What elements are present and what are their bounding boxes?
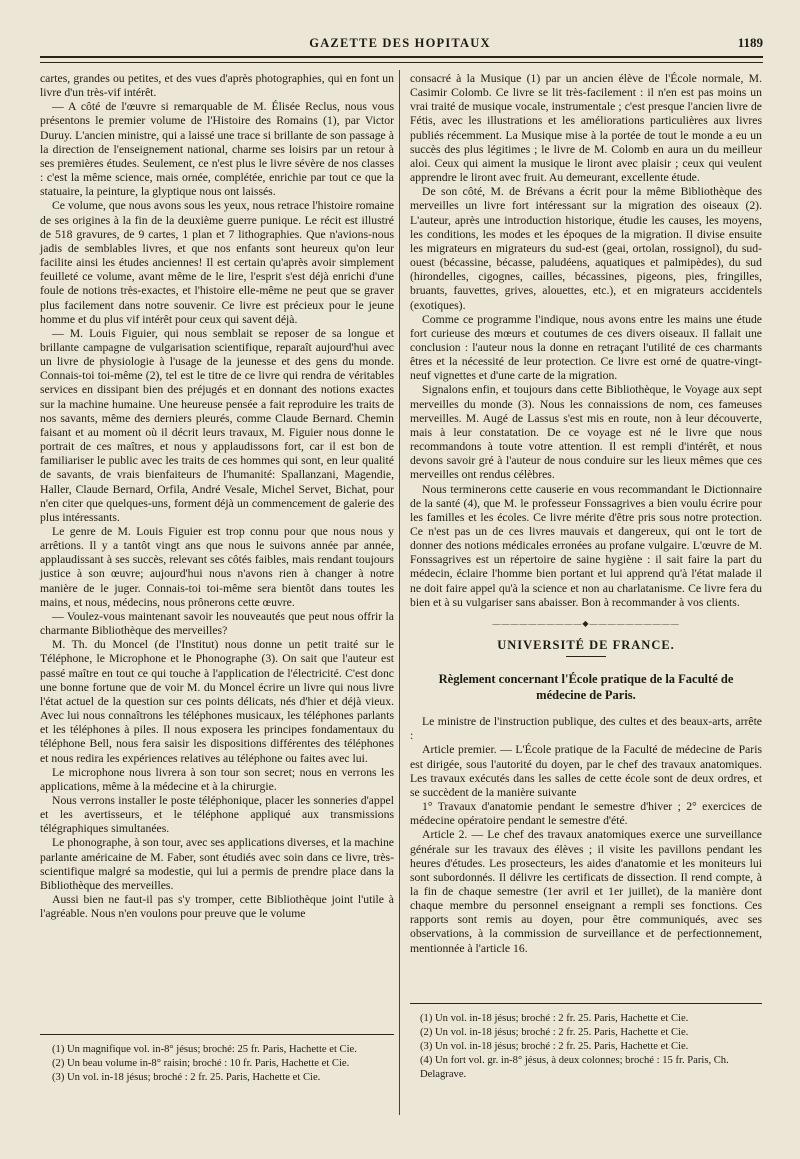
paragraph: Le microphone nous livrera à son tour son secret; nous en verrons les applications, même à la médecine et à la chirurgie. [40, 765, 394, 793]
paragraph: Article 2. — Le chef des travaux anatomiques exerce une surveillance générale sur les travaux des élèves ; il visite les pavillons pendant les heures d'études. Les prosecteurs, les aides d'anatomie et les moniteurs lui sont subordonnés. Il délivre les certificats de dissection. Il rend compte, à la fin de chaque semestre (1er avril et 1er juillet), de la manière dont chaque membre du personnel enseignant a rempli ses fonctions. Ces rapports sont remis au doyen, pour être communiqués, avec ses observations, à la commission de surveillance et de perfectionnement, mentionnée à l'article 16. [410, 828, 762, 955]
footnotes-right [420, 1012, 762, 1082]
footnote-rule [410, 1003, 762, 1004]
paragraph: Ce volume, que nous avons sous les yeux, nous retrace l'histoire romaine de ses origines à la fin de la deuxième guerre punique. Le récit est illustré de 518 gravures, de 9 cartes, 1 plan et 7 lithographies. Que n'avions-nous jadis de semblables livres, et que nos enfants sont heureux qu'on leur facilite ainsi les études anciennes! Il est certain qu'après avoir simplement feuilleté ce volume, avant même de le lire, l'esprit s'est déjà enrichi d'une foule de notions très-exactes, et l'histoire elle-même ne peut que se graver plus facilement dans notre souvenir. Ce livre est précieux pour le jeune homme et du plus vif intérêt pour ceux qui savent déjà. [40, 199, 394, 326]
footnote: (1) Un vol. in-18 jésus; broché : 2 fr. 25. Paris, Hachette et Cie. [420, 1013, 689, 1024]
paragraph: Le phonographe, à son tour, avec ses applications diverses, et la machine parlante américaine de M. Faber, sont étudiés avec soin dans ce livre, très-scientifique malgré sa modestie, qui lui a permis de prendre place dans la Bibliothèque des merveilles. [40, 836, 394, 892]
paragraph: Comme ce programme l'indique, nous avons entre les mains une étude fort curieuse des mœurs et coutumes de ces divers oiseaux. Il fallait une conclusion : l'auteur nous la donne en retraçant l'utilité de ces charmants êtres et la nécessité de leur protection. Ce livre est orné de quatre-vingt-neuf vignettes et d'une carte de la migration. [410, 312, 762, 383]
paragraph: Le ministre de l'instruction publique, des cultes et des beaux-arts, arrête : [410, 715, 762, 743]
paragraph: — M. Louis Figuier, qui nous semblait se reposer de sa longue et brillante campagne de vulgarisation scientifique, reparaît aujourd'hui avec un livre de physiologie à l'usage de la jeunesse et des gens du monde. Connais-toi toi-même (2), tel est le titre de ce livre qui rendra de véritables services en dissipant bien des préjugés et en donnant des notions exactes sur la machine humaine. Une heureuse pensée a fait reproduire les traits de nos savants, même des derniers pleurés, comme Claude Bernard. Chemin faisant et au moment où il décrit leurs travaux, M. Figuier nous donne le portrait de ces maîtres, et nous y applaudissons fort, car il est bon de familiariser le public avec les traits de ces hommes qui sont, en leur qualité de savants, de vrais bienfaiteurs de l'humanité: Spallanzani, Magendie, Haller, Claude Bernard, Orfila, André Vesale, Michel Servet, Bichat, pour n'en citer que quelques-uns, forment déjà un commencement de galerie des plus intéressants. [40, 326, 394, 524]
footnote: (2) Un vol. in-18 jésus; broché : 2 fr. 25. Paris, Hachette et Cie. [420, 1027, 689, 1038]
footnotes-left [52, 1043, 394, 1085]
subsection-heading: Règlement concernant l'École pratique de la Faculté de médecine de Paris. [438, 672, 734, 703]
paragraph: — A côté de l'œuvre si remarquable de M. Élisée Reclus, nous vous présentons le premier volume de l'Histoire des Romains (1), par Victor Duruy. L'ancien ministre, qui a laissé une trace si brillante de son passage à la direction de l'enseignement national, charme ses loisirs par un retour à ses premières études. Seulement, ce n'est plus le livre sévère de nos classes : c'est la même science, mais ornée, complétée, enrichie par tout ce que la statuaire, la peinture, la glyptique nous ont laissés. [40, 100, 394, 199]
paragraph: Signalons enfin, et toujours dans cette Bibliothèque, le Voyage aux sept merveilles du monde (3). Nous les connaissions de nom, ces fameuses merveilles. M. Augé de Lassus s'est mis en route, non à leur découverte, mais à leur constatation. De ce voyage est né le livre que nous recommandons à toute votre attention. Il est rempli d'intérêt, et nous devons savoir gré à l'auteur de nous conduire sur les lieux mêmes que ces merveilles ont rendus célèbres. [410, 383, 762, 482]
paragraph: Aussi bien ne faut-il pas s'y tromper, cette Bibliothèque joint l'utile à l'agréable. Nous n'en voulons pour preuve que le volume [40, 893, 394, 921]
ornamental-rule: ——————————◆—————————— [492, 618, 680, 628]
header-rule-thin [40, 62, 763, 63]
paragraph: Article premier. — L'École pratique de la Faculté de médecine de Paris est dirigée, sous l'autorité du doyen, par le chef des travaux anatomiques. Les travaux exécutés dans les salles de cette école sont de deux ordres, et se succèdent de la manière suivante [410, 743, 762, 799]
right-column [410, 72, 762, 956]
footnote-rule [40, 1034, 394, 1035]
paragraph: Nous terminerons cette causerie en vous recommandant le Dictionnaire de la santé (4), que M. le professeur Fonssagrives a bien voulu écrire pour les familles et les écoles. Ce livre mérite d'être pris sous notre protection. Ce n'est pas un de ces livres mauvais et dangereux, qui ont le tort de donner des notions médicales erronées au profane vulgaire. L'œuvre de M. Fonssagrives est un répertoire de saine hygiène : il sait faire la part du médecin, éclaire l'homme bien portant et lui apprend qu'à l'état malade il ne doit faire appel qu'à la science et non au charlatanisme. Ce livre fera du bien et à su vulgariser sans abaisser. Bon à recommander à vos clients. [410, 482, 762, 609]
paragraph: M. Th. du Moncel (de l'Institut) nous donne un petit traité sur le Téléphone, le Microphone et le Phonographe (3). On sait que l'auteur est passé maître en tout ce qui touche à l'application de l'électricité. C'est donc une bonne fortune que de voir M. du Moncel écrire un livre qui nous livre l'état actuel de la question sur ces points délicats, nés d'hier et déjà vieux. Avec lui nous connaîtrons les téléphones musicaux, les téléphones parlants et les téléphones à piles. Il nous exposera les principes fondamentaux du téléphone Bell, nous fera saisir les dispositions différentes des téléphones et nous redira les expériences relatives au téléphone ou faites avec lui. [40, 638, 394, 765]
left-column [40, 72, 394, 921]
heading-rule [566, 656, 606, 657]
column-divider [399, 70, 400, 1115]
page-header [0, 30, 800, 58]
paragraph: — Voulez-vous maintenant savoir les nouveautés que peut nous offrir la charmante Bibliothèque des merveilles? [40, 609, 394, 638]
footnote: (2) Un beau volume in-8° raisin; broché : 10 fr. Paris, Hachette et Cie. [52, 1058, 350, 1069]
paragraph: 1° Travaux d'anatomie pendant le semestre d'hiver ; 2° exercices de médecine opératoire pendant le semestre d'été. [410, 800, 762, 828]
footnote: (3) Un vol. in-18 jésus; broché : 2 fr. 25. Paris, Hachette et Cie. [420, 1041, 689, 1052]
footnote: (4) Un fort vol. gr. in-8° jésus, à deux colonnes; broché : 15 fr. Paris, Ch. Delagrave. [420, 1055, 729, 1080]
footnote: (1) Un magnifique vol. in-8° jésus; broché: 25 fr. Paris, Hachette et Cie. [52, 1044, 357, 1055]
footnote: (3) Un vol. in-18 jésus; broché : 2 fr. 25. Paris, Hachette et Cie. [52, 1072, 321, 1083]
section-heading: UNIVERSITÉ DE FRANCE. [497, 637, 675, 652]
header-rule [40, 56, 763, 58]
running-title: GAZETTE DES HOPITAUX [309, 36, 491, 50]
paragraph: Le genre de M. Louis Figuier est trop connu pour que nous nous y arrêtions. Il y a tantôt vingt ans que nous le suivons année par année, applaudissant à ses succès, relevant ses côtés faibles, mais rendant toujours justice à son œuvre; aujourd'hui nous n'avons rien à changer à notre manière de le juger. Connais-toi toi-même sera bientôt dans toutes les mains, et nous, médecins, nous prônerons cette œuvre. [40, 525, 394, 609]
paragraph: De son côté, M. de Brévans a écrit pour la même Bibliothèque des merveilles un livre fort intéressant sur la migration des oiseaux (2). L'auteur, après une introduction historique, étudie les causes, les moyens, les conditions, les modes et les époques de la migration. Il divise ensuite les migrateurs en migrateurs du sud-est (geai, ortolan, rossignol), du sud-ouest (bécassine, bécasse, paludéens, aquatiques et palmipèdes), du sud (hirondelles, cigognes, cailles, bécassines, pigeons, pies, fringilles, bruants, fauvettes, grives, alouettes, etc.), et en migrateurs accidentels (exotiques). [410, 185, 762, 312]
page-number: 1189 [737, 35, 763, 50]
paragraph: Nous verrons installer le poste téléphonique, placer les sonneries d'appel et les avertisseurs, et le téléphone appliqué aux transmissions télégraphiques simultanées. [40, 793, 394, 836]
paragraph: cartes, grandes ou petites, et des vues d'après photographies, qui en font un livre d'un très-vif intérêt. [40, 72, 394, 100]
paragraph: consacré à la Musique (1) par un ancien élève de l'École normale, M. Casimir Colomb. Ce livre se lit très-facilement : il n'en est pas moins un vrai traité de musique vocale, instrumentale ; c'est presque l'ancien livre de Fétis, avec les illustrations et les améliorations particulières aux livres publiés récemment. La Musique mise à la portée de tout le monde a eu un succès des plus légitimes ; le livre de M. Colomb en aura un du meilleur aloi. Ceux qui aiment la musique le liront avec plaisir ; ceux qui veulent apprendre le liront avec fruit. Au demeurant, excellente étude. [410, 72, 762, 185]
